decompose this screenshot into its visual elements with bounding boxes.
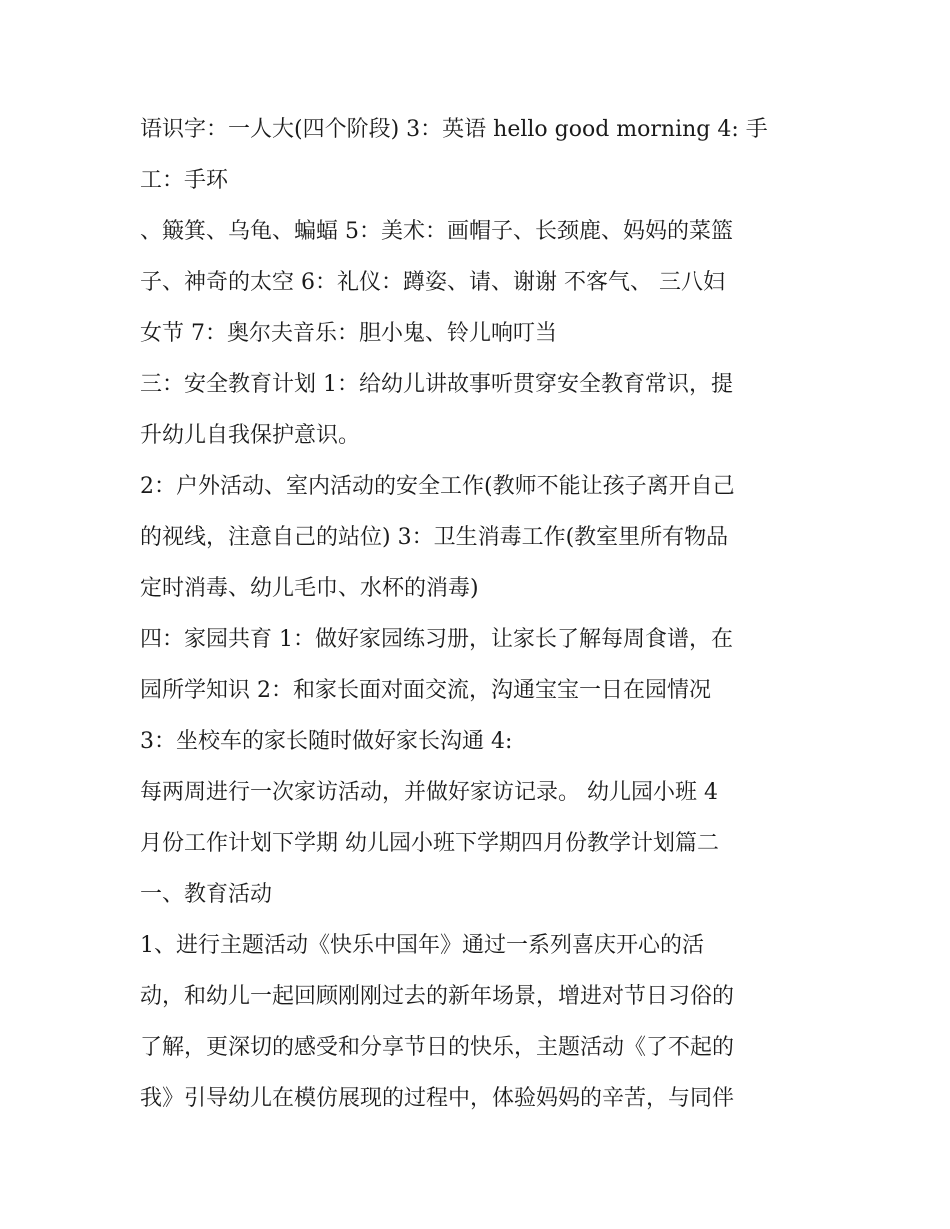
text-line: 工：手环 <box>140 168 229 193</box>
text-line: 动，和幼儿一起回顾刚刚过去的新年场景，增进对节日习俗的 <box>140 984 735 1009</box>
text-line: 定时消毒、幼儿毛巾、水杯的消毒) <box>140 576 479 601</box>
text-line: 1、进行主题活动《快乐中国年》通过一系列喜庆开心的活 <box>140 933 704 958</box>
text-line: 月份工作计划下学期 幼儿园小班下学期四月份教学计划篇二 <box>140 831 719 856</box>
text-line: 子、神奇的太空 6：礼仪：蹲姿、请、谢谢 不客气、 三八妇 <box>140 270 725 295</box>
document-body <box>140 104 820 1124</box>
text-line: 四：家园共育 1：做好家园练习册，让家长了解每周食谱，在 <box>140 627 733 652</box>
text-line: 的视线，注意自己的站位) 3：卫生消毒工作(教室里所有物品 <box>140 525 729 550</box>
text-line: 升幼儿自我保护意识。 <box>140 423 361 448</box>
text-line: 了解，更深切的感受和分享节日的快乐，主题活动《了不起的 <box>140 1035 735 1060</box>
text-line: 女节 7：奥尔夫音乐：胆小鬼、铃儿响叮当 <box>140 321 557 346</box>
text-line: 、簸箕、乌龟、蝙蝠 5：美术：画帽子、长颈鹿、妈妈的菜篮 <box>140 219 733 244</box>
text-line: 一、教育活动 <box>140 882 273 907</box>
text-line: 三：安全教育计划 1：给幼儿讲故事听贯穿安全教育常识，提 <box>140 372 733 397</box>
text-line: 我》引导幼儿在模仿展现的过程中，体验妈妈的辛苦，与同伴 <box>140 1086 735 1111</box>
text-line: 语识字：一人大(四个阶段) 3：英语 hello good morning 4: 手 <box>140 117 768 142</box>
text-line: 每两周进行一次家访活动，并做好家访记录。 幼儿园小班 4 <box>140 780 718 805</box>
text-line: 园所学知识 2：和家长面对面交流，沟通宝宝一日在园情况 <box>140 678 711 703</box>
text-line: 2：户外活动、室内活动的安全工作(教师不能让孩子离开自己 <box>140 474 735 499</box>
text-line: 3：坐校车的家长随时做好家长沟通 4: <box>140 729 513 754</box>
